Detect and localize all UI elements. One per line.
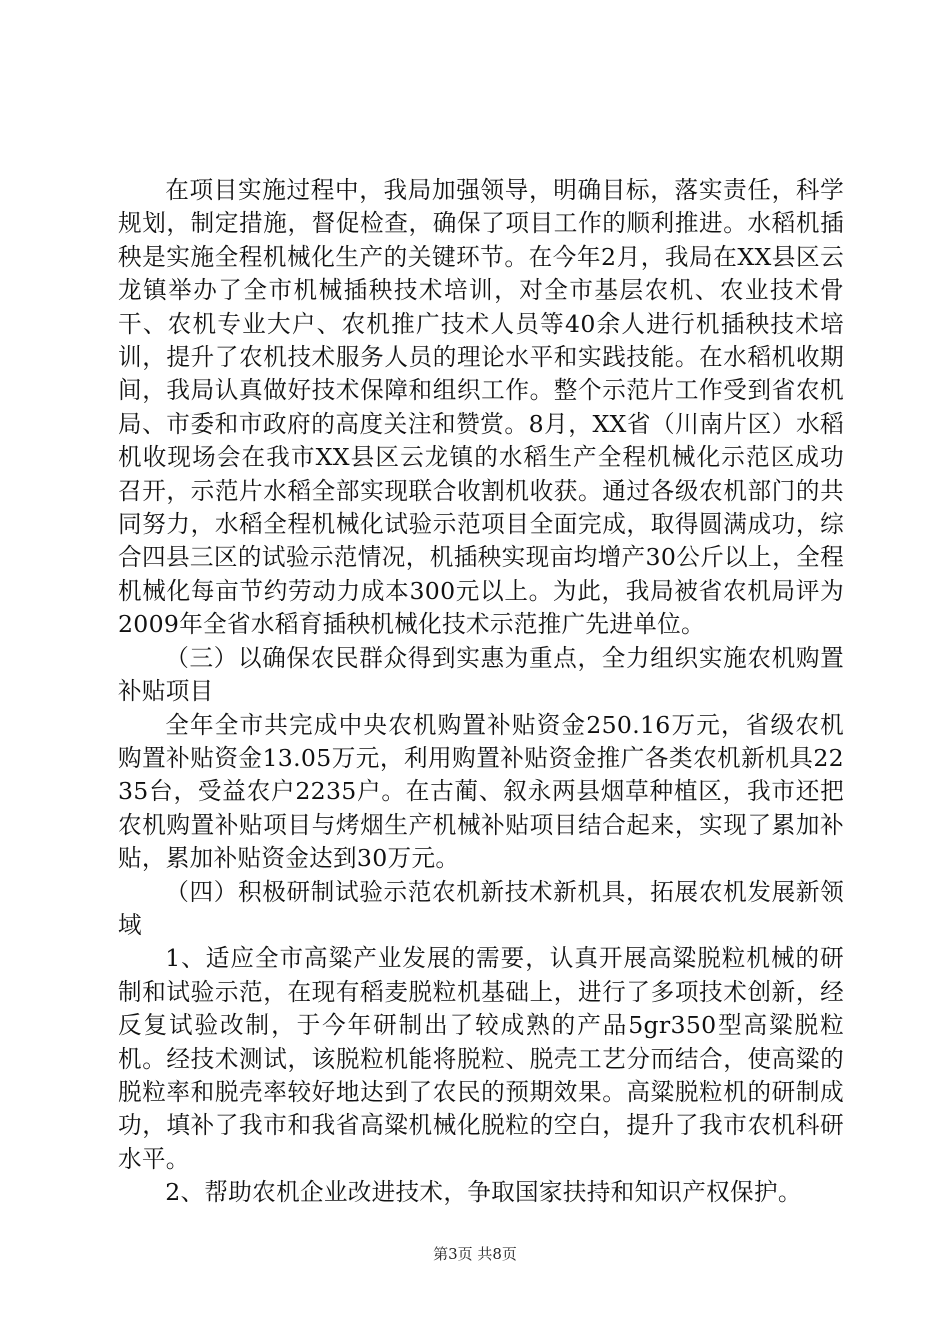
paragraph-project-implementation: 在项目实施过程中，我局加强领导，明确目标，落实责任，科学规划，制定措施，督促检查，确保了项目工作的顺利推进。水稻机插秧是实施全程机械化生产的关键环节。在今年2月，我局在XX县区云龙镇举办了全市机械插秧技术培训，对全市基层农机、农业技术骨干、农机专业大户、农机推广技术人员等40余人进行机插秧技术培训，提升了农机技术服务人员的理论水平和实践技能。在水稻机收期间，我局认真做好技术保障和组织工作。整个示范片工作受到省农机局、市委和市政府的高度关注和赞赏。8月，XX省（川南片区）水稻机收现场会在我市XX县区云龙镇的水稻生产全程机械化示范区成功召开，示范片水稻全部实现联合收割机收获。通过各级农机部门的共同努力，水稻全程机械化试验示范项目全面完成，取得圆满成功，综合四县三区的试验示范情况，机插秧实现亩均增产30公斤以上，全程机械化每亩节约劳动力成本300元以上。为此，我局被省农机局评为2009年全省水稻育插秧机械化技术示范推广先进单位。	[118, 176, 844, 639]
page-number-footer: 第3页 共8页	[433, 1245, 517, 1263]
paragraph-purchase-subsidy: 全年全市共完成中央农机购置补贴资金250.16万元，省级农机购置补贴资金13.05万元，利用购置补贴资金推广各类农机新机具2235台，受益农户2235户。在古蔺、叙永两县烟草种植区，我市还把农机购置补贴项目与烤烟生产机械补贴项目结合起来，实现了累加补贴，累加补贴资金达到30万元。	[118, 710, 844, 873]
section-heading-4: （四）积极研制试验示范农机新技术新机具，拓展农机发展新领域	[118, 877, 844, 939]
paragraph-sorghum-thresher: 1、适应全市高粱产业发展的需要，认真开展高粱脱粒机械的研制和试验示范，在现有稻麦脱粒机基础上，进行了多项技术创新，经反复试验改制，于今年研制出了较成熟的产品5gr350型高粱脱粒机。经技术测试，该脱粒机能将脱粒、脱壳工艺分而结合，使高粱的脱粒率和脱壳率较好地达到了农民的预期效果。高粱脱粒机的研制成功，填补了我市和我省高粱机械化脱粒的空白，提升了我市农机科研水平。	[118, 944, 844, 1173]
section-heading-3: （三）以确保农民群众得到实惠为重点，全力组织实施农机购置补贴项目	[118, 643, 844, 706]
paragraph-enterprise-support: 2、帮助农机企业改进技术，争取国家扶持和知识产权保护。	[165, 1178, 802, 1207]
document-body	[118, 174, 844, 1210]
